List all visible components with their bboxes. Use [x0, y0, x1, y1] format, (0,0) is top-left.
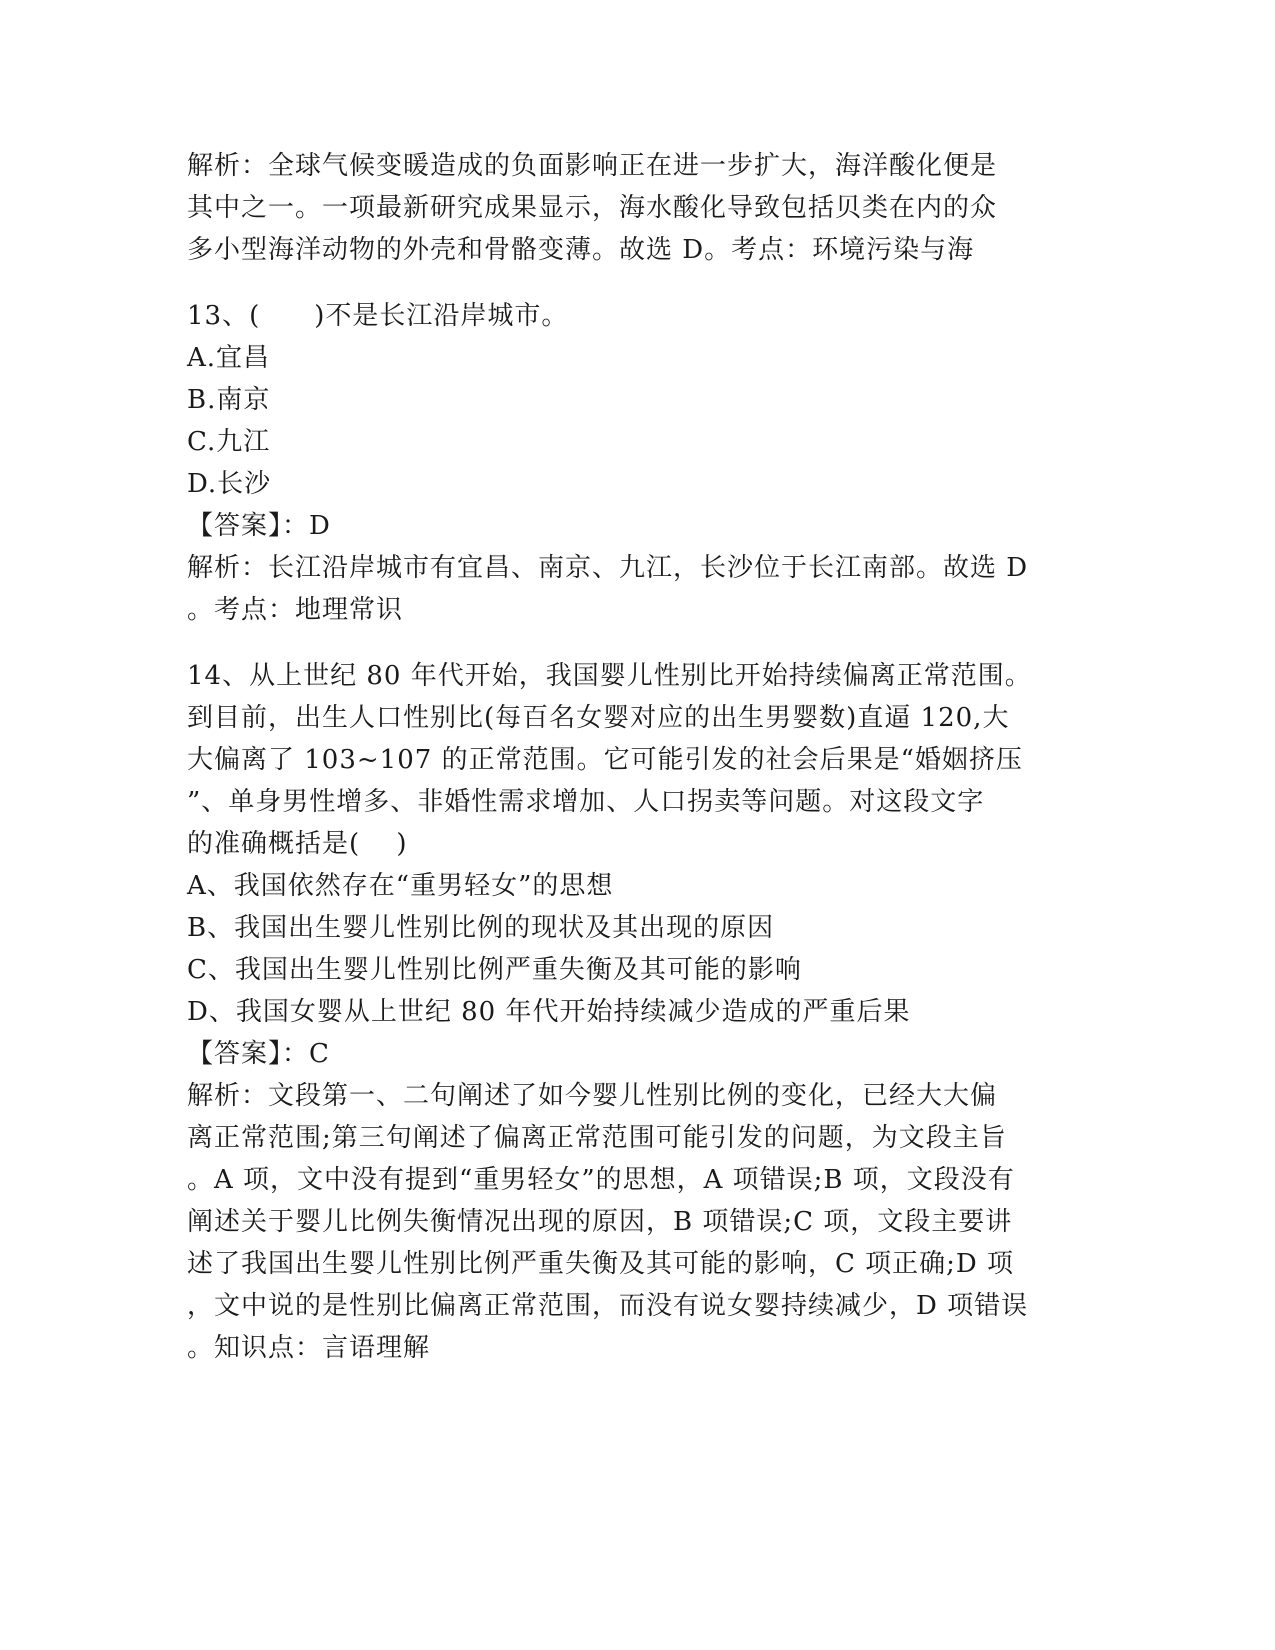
answer-line: 【答案】：C: [187, 1039, 330, 1069]
question-14: [187, 655, 1087, 1369]
analysis-line: 。知识点：言语理解: [187, 1333, 431, 1363]
question-text: 13、( )不是长江沿岸城市。: [187, 301, 569, 331]
option-c: C.九江: [187, 427, 271, 457]
analysis-line: 多小型海洋动物的外壳和骨骼变薄。故选 D。考点：环境污染与海: [187, 235, 975, 265]
option-a: A、我国依然存在“重男轻女”的思想: [187, 871, 614, 901]
analysis-line: ，文中说的是性别比偏离正常范围，而没有说女婴持续减少，D 项错误: [187, 1291, 1029, 1321]
document-page: [187, 145, 1087, 1369]
question-text: 的准确概括是( ): [187, 829, 408, 859]
question-text: 大偏离了 103~107 的正常范围。它可能引发的社会后果是“婚姻挤压: [187, 745, 1023, 775]
question-text: 14、从上世纪 80 年代开始，我国婴儿性别比开始持续偏离正常范围。: [187, 661, 1032, 691]
analysis-line: 阐述关于婴儿比例失衡情况出现的原因，B 项错误;C 项，文段主要讲: [187, 1207, 1013, 1237]
option-b: B.南京: [187, 385, 271, 415]
answer-line: 【答案】：D: [187, 511, 331, 541]
analysis-line: 解析：全球气候变暖造成的负面影响正在进一步扩大，海洋酸化便是: [187, 151, 998, 181]
question-13: [187, 295, 1087, 631]
question-text: ”、单身男性增多、非婚性需求增加、人口拐卖等问题。对这段文字: [187, 787, 985, 817]
analysis-line: 。考点：地理常识: [187, 595, 404, 625]
option-d: D、我国女婴从上世纪 80 年代开始持续减少造成的严重后果: [187, 997, 911, 1027]
analysis-line: 其中之一。一项最新研究成果显示，海水酸化导致包括贝类在内的众: [187, 193, 998, 223]
option-a: A.宜昌: [187, 343, 271, 373]
analysis-line: 离正常范围;第三句阐述了偏离正常范围可能引发的问题，为文段主旨: [187, 1123, 1007, 1153]
option-c: C、我国出生婴儿性别比例严重失衡及其可能的影响: [187, 955, 802, 985]
question-text: 到目前，出生人口性别比(每百名女婴对应的出生男婴数)直逼 120,大: [187, 703, 1010, 733]
option-d: D.长沙: [187, 469, 272, 499]
analysis-line: 。A 项，文中没有提到“重男轻女”的思想，A 项错误;B 项，文段没有: [187, 1165, 1015, 1195]
analysis-line: 解析：文段第一、二句阐述了如今婴儿性别比例的变化，已经大大偏: [187, 1081, 998, 1111]
q12-analysis: [187, 145, 1087, 271]
analysis-line: 解析：长江沿岸城市有宜昌、南京、九江，长沙位于长江南部。故选 D: [187, 553, 1029, 583]
analysis-line: 述了我国出生婴儿性别比例严重失衡及其可能的影响，C 项正确;D 项: [187, 1249, 1015, 1279]
option-b: B、我国出生婴儿性别比例的现状及其出现的原因: [187, 913, 775, 943]
